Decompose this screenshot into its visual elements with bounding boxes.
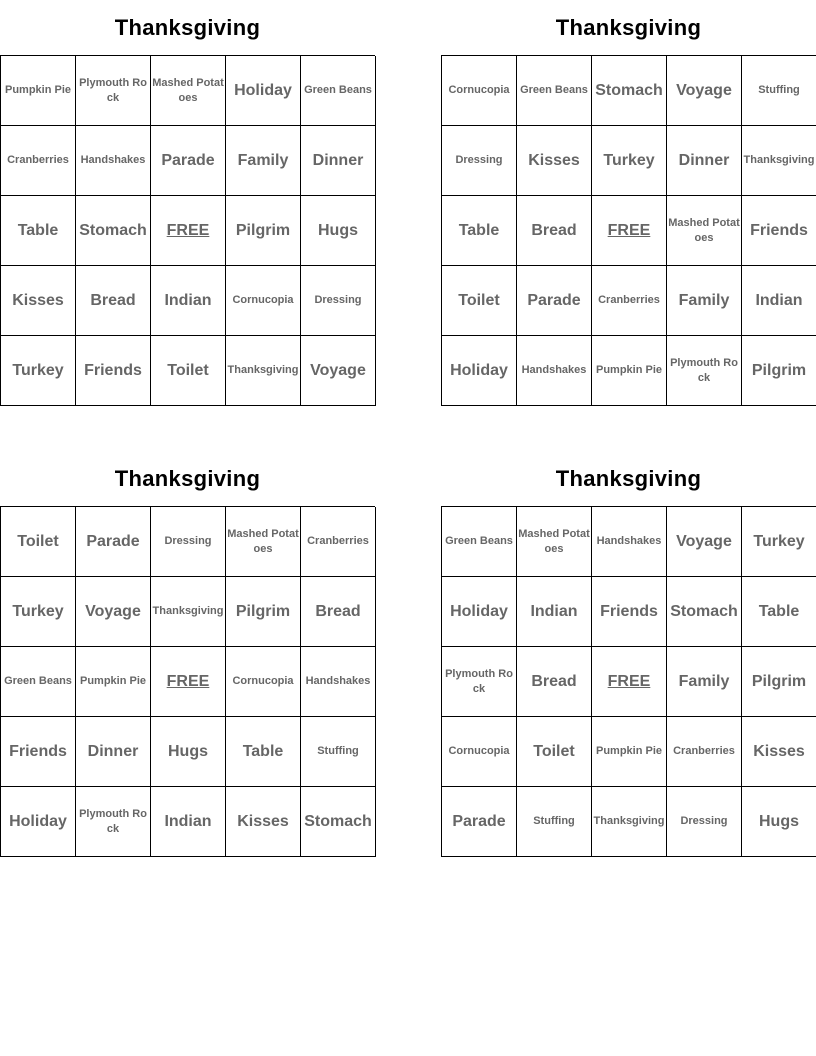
card-title: Thanksgiving [114,15,261,40]
bingo-cell: Toilet [151,336,226,406]
bingo-card-4 [441,451,816,857]
bingo-cell: Mashed Potatoes [667,196,742,266]
bingo-cell: Voyage [76,577,151,647]
bingo-cell: Mashed Potatoes [151,56,226,126]
card-title: Thanksgiving [114,466,261,491]
bingo-cell: Cranberries [592,266,667,336]
bingo-cell: Voyage [667,56,742,126]
bingo-cell: Pilgrim [742,647,816,717]
bingo-cell: Thanksgiving [742,126,816,196]
bingo-cell: Hugs [301,196,376,266]
bingo-cell: Green Beans [301,56,376,126]
bingo-cell: Plymouth Rock [667,336,742,406]
bingo-cell: Indian [151,266,226,336]
bingo-cell: Friends [592,577,667,647]
bingo-cell: Cornucopia [226,647,301,717]
bingo-cell: Cornucopia [442,717,517,787]
bingo-cell: Turkey [1,577,76,647]
bingo-cell: Parade [442,787,517,857]
bingo-card-3 [0,451,375,857]
bingo-cell: Stomach [592,56,667,126]
bingo-cell: Cornucopia [442,56,517,126]
bingo-card-2 [441,0,816,406]
bingo-cell: Indian [517,577,592,647]
bingo-cell: Table [226,717,301,787]
bingo-cell: Dressing [151,507,226,577]
bingo-cell: Stomach [301,787,376,857]
bingo-cell: Family [667,647,742,717]
bingo-cell: Handshakes [76,126,151,196]
bingo-cell: Bread [301,577,376,647]
bingo-cell: Stuffing [742,56,816,126]
card-title: Thanksgiving [555,15,702,40]
bingo-cell: Parade [76,507,151,577]
bingo-cell: Dinner [76,717,151,787]
bingo-cell: Holiday [226,56,301,126]
bingo-cell: Bread [517,196,592,266]
free-space: FREE [151,647,226,717]
bingo-cell: Dressing [442,126,517,196]
bingo-cell: Table [742,577,816,647]
bingo-grid [441,55,816,406]
bingo-cell: Indian [742,266,816,336]
bingo-cell: Cranberries [301,507,376,577]
bingo-cell: Cranberries [667,717,742,787]
bingo-cell: Stomach [667,577,742,647]
bingo-cell: Cranberries [1,126,76,196]
bingo-cell: Table [1,196,76,266]
bingo-cell: Turkey [592,126,667,196]
bingo-cell: Holiday [1,787,76,857]
bingo-cell: Friends [742,196,816,266]
bingo-cell: Kisses [1,266,76,336]
bingo-cell: Turkey [742,507,816,577]
bingo-cell: Green Beans [1,647,76,717]
bingo-card-1 [0,0,375,406]
bingo-cell: Holiday [442,577,517,647]
card-title: Thanksgiving [555,466,702,491]
free-space: FREE [151,196,226,266]
bingo-cell: Hugs [151,717,226,787]
bingo-cell: Dressing [667,787,742,857]
bingo-cell: Plymouth Rock [76,787,151,857]
bingo-cell: Toilet [442,266,517,336]
bingo-cell: Bread [517,647,592,717]
bingo-cell: Friends [1,717,76,787]
bingo-cell: Stomach [76,196,151,266]
bingo-cell: Pumpkin Pie [1,56,76,126]
bingo-cell: Voyage [667,507,742,577]
bingo-cell: Green Beans [517,56,592,126]
bingo-cell: Pilgrim [226,577,301,647]
bingo-cell: Pumpkin Pie [76,647,151,717]
bingo-cell: Mashed Potatoes [517,507,592,577]
bingo-cell: Indian [151,787,226,857]
bingo-cell: Pilgrim [742,336,816,406]
bingo-cell: Toilet [517,717,592,787]
bingo-cell: Holiday [442,336,517,406]
bingo-cell: Hugs [742,787,816,857]
bingo-cell: Kisses [226,787,301,857]
free-space: FREE [592,196,667,266]
bingo-cell: Family [226,126,301,196]
bingo-cell: Bread [76,266,151,336]
bingo-cell: Parade [517,266,592,336]
bingo-grid [441,506,816,857]
bingo-grid [0,55,375,406]
bingo-cell: Stuffing [517,787,592,857]
bingo-cell: Voyage [301,336,376,406]
bingo-cell: Pilgrim [226,196,301,266]
bingo-cell: Kisses [742,717,816,787]
bingo-cell: Thanksgiving [592,787,667,857]
bingo-cell: Table [442,196,517,266]
bingo-cell: Pumpkin Pie [592,717,667,787]
bingo-cell: Family [667,266,742,336]
bingo-cell: Plymouth Rock [442,647,517,717]
bingo-cell: Kisses [517,126,592,196]
bingo-cell: Thanksgiving [151,577,226,647]
bingo-grid [0,506,375,857]
bingo-cell: Toilet [1,507,76,577]
bingo-cell: Handshakes [301,647,376,717]
bingo-cell: Dressing [301,266,376,336]
bingo-cell: Pumpkin Pie [592,336,667,406]
bingo-cell: Plymouth Rock [76,56,151,126]
bingo-cell: Handshakes [517,336,592,406]
bingo-cell: Friends [76,336,151,406]
free-space: FREE [592,647,667,717]
bingo-cell: Stuffing [301,717,376,787]
bingo-cell: Dinner [301,126,376,196]
bingo-cell: Mashed Potatoes [226,507,301,577]
bingo-cell: Parade [151,126,226,196]
bingo-cell: Handshakes [592,507,667,577]
bingo-cell: Thanksgiving [226,336,301,406]
bingo-cell: Turkey [1,336,76,406]
bingo-cell: Cornucopia [226,266,301,336]
bingo-cell: Dinner [667,126,742,196]
bingo-cell: Green Beans [442,507,517,577]
